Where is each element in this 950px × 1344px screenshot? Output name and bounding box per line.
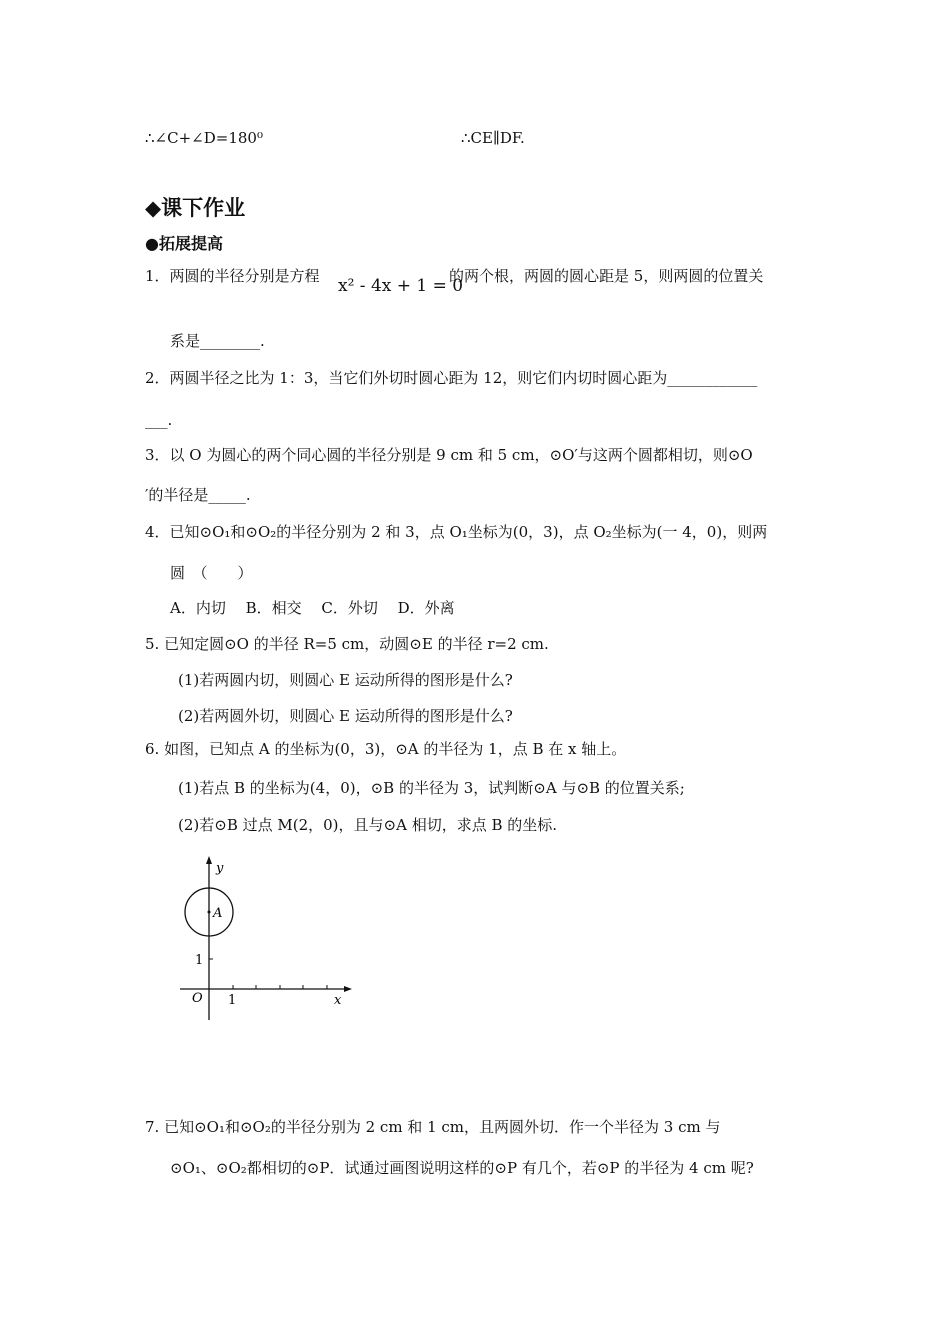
q2-line1: 2．两圆半径之比为 1：3，当它们外切时圆心距为 12，则它们内切时圆心距为____________ — [145, 369, 758, 387]
q3-line1: 3．以 O 为圆心的两个同心圆的半径分别是 9 cm 和 5 cm，⊙O′与这两个圆都相切，则⊙O — [145, 446, 753, 464]
q1-text-before: 1．两圆的半径分别是方程 — [145, 267, 320, 285]
q6-line1: 6. 如图，已知点 A 的坐标为(0，3)，⊙A 的半径为 1，点 B 在 x 轴上。 — [145, 740, 627, 758]
coordinate-figure — [170, 852, 360, 1027]
y-axis-label: y — [216, 861, 224, 876]
proof-line-left: ∴∠C+∠D=180⁰ — [145, 129, 263, 147]
proof-line-right: ∴CE∥DF. — [461, 129, 525, 147]
coordinate-svg — [170, 852, 360, 1027]
x-axis-label: x — [334, 993, 342, 1008]
section-title: ◆课下作业 — [145, 196, 246, 220]
q1-equation: x² - 4x + 1 = 0 — [338, 276, 464, 296]
q5-sub1: (1)若两圆内切，则圆心 E 运动所得的图形是什么? — [178, 671, 513, 689]
center-a-point — [208, 911, 211, 914]
q5-sub2: (2)若两圆外切，则圆心 E 运动所得的图形是什么? — [178, 707, 513, 725]
q6-sub2: (2)若⊙B 过点 M(2，0)，且与⊙A 相切，求点 B 的坐标. — [178, 816, 558, 834]
q3-line2: ′的半径是_____. — [145, 486, 251, 504]
q2-line2: ___. — [145, 411, 173, 429]
q1-text-after: 的两个根，两圆的圆心距是 5，则两圆的位置关 — [449, 267, 764, 285]
q7-line1: 7. 已知⊙O₁和⊙O₂的半径分别为 2 cm 和 1 cm，且两圆外切．作一个半径为 3 cm 与 — [145, 1118, 721, 1136]
origin-label: O — [192, 991, 203, 1006]
y-axis-arrow — [206, 856, 212, 864]
q1-line2: 系是________. — [170, 332, 265, 350]
q4-line2: 圆 （ ） — [170, 564, 253, 582]
q6-sub1: (1)若点 B 的坐标为(4，0)，⊙B 的半径为 3，试判断⊙A 与⊙B 的位置关系; — [178, 779, 685, 797]
q4-line1: 4．已知⊙O₁和⊙O₂的半径分别为 2 和 3，点 O₁坐标为(0，3)，点 O₂坐标为(一 4，0)，则两 — [145, 523, 768, 541]
q5-line1: 5. 已知定圆⊙O 的半径 R=5 cm，动圆⊙E 的半径 r=2 cm. — [145, 635, 549, 653]
y-tick-label: 1 — [195, 953, 204, 968]
q4-options: A．内切 B．相交 C．外切 D．外离 — [170, 599, 455, 617]
x-axis-arrow — [344, 986, 352, 992]
section-subtitle: ●拓展提高 — [145, 234, 223, 253]
x-tick-label: 1 — [228, 993, 237, 1008]
point-a-label: A — [213, 906, 223, 921]
q7-line2: ⊙O₁、⊙O₂都相切的⊙P．试通过画图说明这样的⊙P 有几个，若⊙P 的半径为 4 cm 呢? — [170, 1159, 754, 1177]
